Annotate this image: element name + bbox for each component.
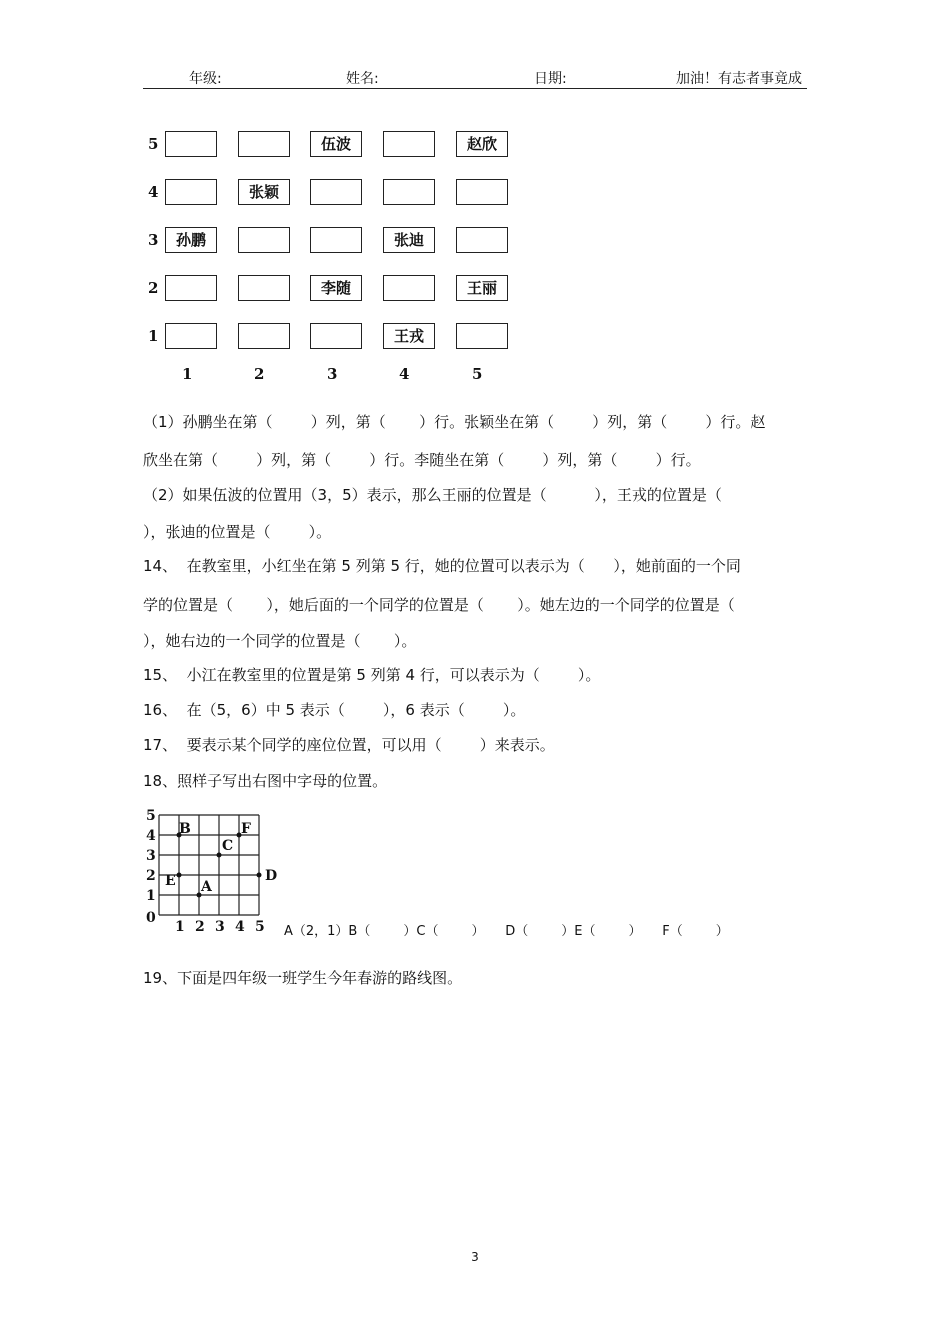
grid-x-label: 5: [255, 919, 265, 935]
seat: [310, 179, 362, 205]
grade-label: 年级:: [189, 71, 222, 87]
seat: [165, 323, 217, 349]
grid-y-label: 2: [146, 868, 156, 884]
question-19: 19、下面是四年级一班学生今年春游的路线图。: [143, 969, 463, 987]
question-14-line1: 14、 在教室里，小红坐在第 5 列第 5 行，她的位置可以表示为（ ），她前面的一个同: [143, 557, 741, 575]
name-label: 姓名:: [346, 71, 379, 87]
question-14-line3: ），她右边的一个同学的位置是（ ）。: [143, 632, 417, 650]
question-18: 18、照样子写出右图中字母的位置。: [143, 772, 388, 790]
grid-point-d: [257, 873, 262, 878]
seat: 伍波: [310, 131, 362, 157]
col-label: 5: [472, 365, 483, 383]
seat: [456, 323, 508, 349]
seat: [238, 275, 290, 301]
row-label: 4: [148, 183, 159, 201]
row-label: 1: [148, 327, 159, 345]
grid-x-label: 0: [146, 910, 156, 926]
seat: 赵欣: [456, 131, 508, 157]
col-label: 4: [399, 365, 410, 383]
question-15: 15、 小江在教室里的位置是第 5 列第 4 行，可以表示为（ ）。: [143, 666, 601, 684]
col-label: 2: [254, 365, 265, 383]
seat: 王戎: [383, 323, 435, 349]
grid-x-label: 1: [175, 919, 185, 935]
seat: 张迪: [383, 227, 435, 253]
grid-point-label-c: C: [222, 838, 234, 854]
grid-answers: A（2，1）B（ ）C（ ） D（ ）E（ ） F（ ）: [284, 924, 729, 939]
date-label: 日期:: [534, 71, 567, 87]
seat: [238, 227, 290, 253]
seat: 王丽: [456, 275, 508, 301]
seat: [165, 275, 217, 301]
seat: [165, 131, 217, 157]
grid-point-label-d: D: [265, 868, 278, 884]
seat: [383, 131, 435, 157]
grid-y-label: 5: [146, 808, 156, 824]
question-14-line2: 学的位置是（ ），她后面的一个同学的位置是（ ）。她左边的一个同学的位置是（: [143, 596, 735, 614]
question-13-1-line1: （1）孙鹏坐在第（ ）列，第（ ）行。张颖坐在第（ ）列，第（ ）行。赵: [143, 413, 766, 431]
seat: [456, 227, 508, 253]
grid-point-label-b: B: [179, 821, 191, 837]
grid-x-label: 3: [215, 919, 225, 935]
question-16: 16、 在（5，6）中 5 表示（ ），6 表示（ ）。: [143, 701, 526, 719]
coordinate-grid: [140, 805, 280, 935]
seat: [238, 323, 290, 349]
grid-point-label-a: A: [201, 879, 212, 895]
question-13-2-line1: （2）如果伍波的位置用（3，5）表示，那么王丽的位置是（ ），王戎的位置是（: [143, 486, 722, 504]
seat: [383, 179, 435, 205]
seat: [456, 179, 508, 205]
seat: [165, 179, 217, 205]
page-number: 3: [471, 1250, 479, 1264]
question-13-1-line2: 欣坐在第（ ）列，第（ ）行。李随坐在第（ ）列，第（ ）行。: [143, 451, 701, 469]
seat: [310, 323, 362, 349]
question-13-2-line2: ），张迪的位置是（ ）。: [143, 523, 332, 541]
grid-x-label: 4: [235, 919, 245, 935]
seat: [383, 275, 435, 301]
grid-y-label: 4: [146, 828, 156, 844]
page-header: [143, 66, 807, 89]
row-label: 3: [148, 231, 159, 249]
seat: [238, 131, 290, 157]
seat: [310, 227, 362, 253]
col-label: 3: [327, 365, 338, 383]
grid-point-label-e: E: [165, 873, 176, 889]
grid-point-e: [177, 873, 182, 878]
seat: 张颖: [238, 179, 290, 205]
motto-label: 加油！有志者事竟成: [676, 71, 802, 87]
col-label: 1: [182, 365, 193, 383]
question-17: 17、 要表示某个同学的座位位置，可以用（ ）来表示。: [143, 736, 555, 754]
seat: 李随: [310, 275, 362, 301]
grid-y-label: 1: [146, 888, 156, 904]
grid-x-label: 2: [195, 919, 205, 935]
grid-point-c: [217, 853, 222, 858]
row-label: 5: [148, 135, 159, 153]
row-label: 2: [148, 279, 159, 297]
seat: 孙鹏: [165, 227, 217, 253]
grid-y-label: 3: [146, 848, 156, 864]
grid-point-label-f: F: [241, 821, 251, 837]
